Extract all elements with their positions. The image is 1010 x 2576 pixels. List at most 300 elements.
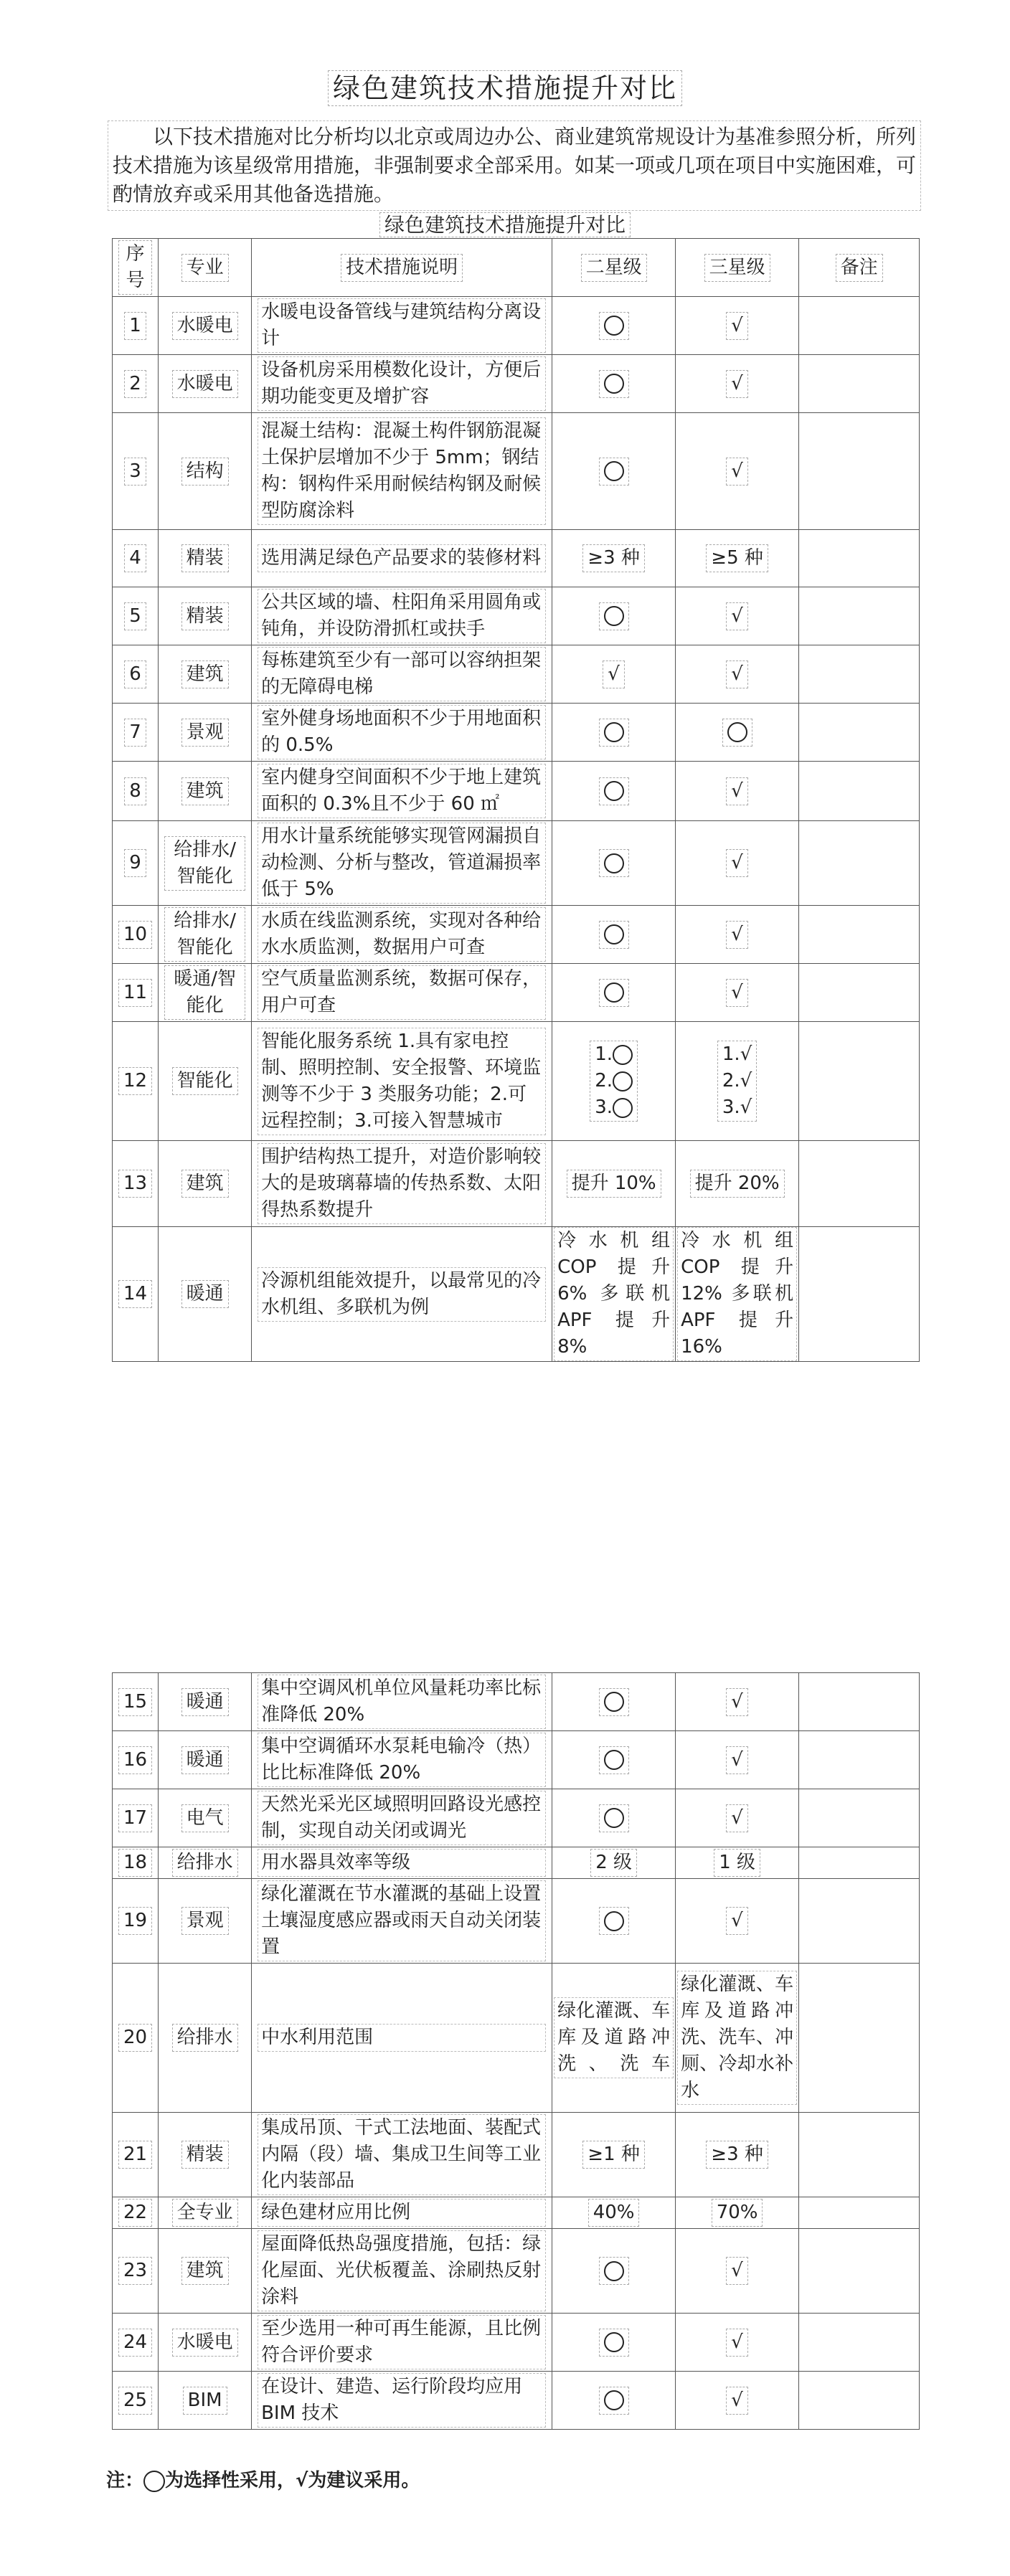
row-number-cell <box>113 1141 159 1227</box>
description-cell <box>252 645 552 704</box>
row-number: 17 <box>118 1804 152 1832</box>
two-star-cell <box>552 297 676 355</box>
row-number-cell <box>113 2314 159 2372</box>
row-number-cell <box>113 1879 159 1964</box>
three-star-mark <box>726 602 748 630</box>
row-number: 13 <box>118 1170 152 1198</box>
three-star-cell <box>676 2229 799 2314</box>
specialty-cell <box>159 1847 252 1879</box>
remark-cell <box>799 762 920 821</box>
specialty-cell <box>159 587 252 645</box>
circle-icon <box>727 722 747 742</box>
row-number: 1 <box>124 312 146 340</box>
row-number-cell <box>113 704 159 762</box>
description-text: 室外健身场地面积不少于用地面积的 0.5% <box>258 705 546 759</box>
specialty: 暖通 <box>181 1746 229 1774</box>
row-number: 9 <box>124 849 146 877</box>
check-icon: √ <box>731 314 743 336</box>
circle-icon <box>604 606 624 626</box>
check-icon: √ <box>731 1690 743 1713</box>
three-star-text: 70% <box>712 2199 763 2227</box>
three-star-text: 1 级 <box>714 1849 760 1877</box>
header-num <box>113 239 159 297</box>
table-row <box>113 355 920 413</box>
page-title: 绿色建筑技术措施提升对比 <box>0 66 1010 105</box>
three-star-text: ≥3 种 <box>706 2141 768 2169</box>
row-number: 24 <box>118 2329 152 2357</box>
three-star-cell <box>676 1731 799 1789</box>
specialty: 暖通 <box>181 1688 229 1716</box>
row-number: 16 <box>118 1746 152 1774</box>
two-star-cell <box>552 1022 676 1141</box>
row-number-cell <box>113 1673 159 1731</box>
row-number: 11 <box>118 979 152 1007</box>
remark-cell <box>799 1847 920 1879</box>
table-row <box>113 2197 920 2229</box>
circle-icon <box>604 781 624 801</box>
table-row <box>113 2372 920 2430</box>
table-row <box>113 906 920 964</box>
circle-icon <box>613 1071 633 1092</box>
remark-cell <box>799 1022 920 1141</box>
row-number: 15 <box>118 1688 152 1716</box>
three-star-cell <box>676 704 799 762</box>
row-number: 8 <box>124 777 146 805</box>
table-row <box>113 2314 920 2372</box>
two-star-cell <box>552 821 676 906</box>
three-star-mark <box>726 921 748 949</box>
remark-cell <box>799 530 920 587</box>
table-caption: 绿色建筑技术措施提升对比 <box>0 209 1010 238</box>
specialty-cell <box>159 762 252 821</box>
description-text: 至少选用一种可再生能源，且比例符合评价要求 <box>258 2315 546 2369</box>
description-cell <box>252 2314 552 2372</box>
two-star-text: 绿化灌溉、车库及道路冲洗、洗车 <box>554 1997 674 2078</box>
two-star-text: 冷水机组 COP 提升 6% 多联机 APF 提升 8% <box>554 1227 674 1361</box>
sub-item: 2. <box>595 1068 633 1094</box>
description-text: 绿色建材应用比例 <box>258 2199 546 2227</box>
description-text: 混凝土结构：混凝土构件钢筋混凝土保护层增加不少于 5mm；钢结构：钢构件采用耐候结构钢及耐候型防腐涂料 <box>258 417 546 525</box>
description-text: 绿化灌溉在节水灌溉的基础上设置土壤湿度感应器或雨天自动关闭装置 <box>258 1880 546 1961</box>
specialty-cell <box>159 297 252 355</box>
remark-cell <box>799 2113 920 2197</box>
row-number: 23 <box>118 2257 152 2285</box>
two-star-cell <box>552 1141 676 1227</box>
description-cell <box>252 762 552 821</box>
check-icon: √ <box>731 2331 743 2353</box>
three-star-cell <box>676 821 799 906</box>
description-text: 集中空调循环水泵耗电输冷（热）比比标准降低 20% <box>258 1733 546 1787</box>
check-icon: √ <box>731 2260 743 2281</box>
three-star-cell <box>676 1879 799 1964</box>
header-two-star <box>552 239 676 297</box>
description-cell <box>252 2197 552 2229</box>
three-star-cell <box>676 1022 799 1141</box>
remark-cell <box>799 1673 920 1731</box>
two-star-text: 40% <box>588 2199 640 2227</box>
row-number-cell <box>113 2372 159 2430</box>
specialty: 给排水/智能化 <box>164 907 245 962</box>
description-cell <box>252 413 552 530</box>
three-star-mark <box>726 849 748 877</box>
check-icon: √ <box>731 1806 743 1829</box>
three-star-mark <box>726 370 748 398</box>
circle-icon <box>143 2471 165 2492</box>
row-number-cell <box>113 1731 159 1789</box>
three-star-cell <box>676 297 799 355</box>
remark-cell <box>799 297 920 355</box>
row-number: 6 <box>124 660 146 688</box>
description-cell <box>252 1227 552 1362</box>
check-icon: √ <box>731 852 743 873</box>
two-star-cell <box>552 2314 676 2372</box>
check-icon: √ <box>731 663 743 685</box>
specialty-cell <box>159 2314 252 2372</box>
three-star-cell <box>676 1964 799 2113</box>
description-text: 空气质量监测系统，数据可保存，用户可查 <box>258 965 546 1020</box>
remark-cell <box>799 355 920 413</box>
three-star-text: ≥5 种 <box>706 544 768 572</box>
row-number-cell <box>113 355 159 413</box>
specialty-cell <box>159 413 252 530</box>
specialty: 建筑 <box>181 2257 229 2285</box>
table-row <box>113 2229 920 2314</box>
check-icon: √ <box>608 663 620 685</box>
check-icon: √ <box>731 605 743 627</box>
check-icon: √ <box>731 1910 743 1931</box>
row-number-cell <box>113 2229 159 2314</box>
two-star-cell <box>552 2197 676 2229</box>
two-star-mark <box>599 719 629 747</box>
two-star-text: 提升 10% <box>567 1170 661 1198</box>
table-row <box>113 704 920 762</box>
header-remark-label: 备注 <box>836 254 883 282</box>
circle-icon <box>604 316 624 336</box>
three-star-mark <box>726 660 748 688</box>
three-star-text: 提升 20% <box>690 1170 785 1198</box>
two-star-text: ≥3 种 <box>582 544 645 572</box>
row-number: 5 <box>124 602 146 630</box>
three-star-mark <box>726 1804 748 1832</box>
check-icon: √ <box>731 372 743 394</box>
three-star-cell <box>676 964 799 1022</box>
specialty: 水暖电 <box>172 370 238 398</box>
specialty-cell <box>159 2197 252 2229</box>
sub-item-list <box>717 1041 757 1122</box>
description-cell <box>252 1141 552 1227</box>
specialty: 给排水/智能化 <box>164 836 245 891</box>
two-star-mark <box>599 1746 629 1774</box>
specialty-cell <box>159 1141 252 1227</box>
circle-icon <box>604 1808 624 1828</box>
row-number: 20 <box>118 2024 152 2052</box>
check-icon: √ <box>731 780 743 802</box>
specialty: 智能化 <box>172 1067 238 1095</box>
row-number: 2 <box>124 370 146 398</box>
description-text: 水暖电设备管线与建筑结构分离设计 <box>258 298 546 353</box>
specialty: 景观 <box>181 1907 229 1935</box>
specialty-cell <box>159 1879 252 1964</box>
circle-icon <box>604 982 624 1003</box>
table-row <box>113 1964 920 2113</box>
three-star-mark <box>726 1688 748 1716</box>
two-star-mark <box>599 849 629 877</box>
specialty: 建筑 <box>181 660 229 688</box>
three-star-cell <box>676 530 799 587</box>
three-star-mark <box>726 2257 748 2285</box>
circle-icon <box>604 374 624 394</box>
description-text: 围护结构热工提升，对造价影响较大的是玻璃幕墙的传热系数、太阳得热系数提升 <box>258 1143 546 1224</box>
remark-cell <box>799 1227 920 1362</box>
header-three-star-label: 三星级 <box>704 254 770 282</box>
remark-cell <box>799 1789 920 1847</box>
description-cell <box>252 2113 552 2197</box>
comparison-table-part1 <box>112 238 920 1362</box>
specialty: 精装 <box>181 2141 229 2169</box>
two-star-cell <box>552 2113 676 2197</box>
row-number-cell <box>113 587 159 645</box>
table-row <box>113 964 920 1022</box>
description-cell <box>252 1673 552 1731</box>
table-row <box>113 1847 920 1879</box>
specialty: 暖通 <box>181 1280 229 1308</box>
row-number: 10 <box>118 921 152 949</box>
specialty-cell <box>159 2372 252 2430</box>
description-cell <box>252 1964 552 2113</box>
table-row <box>113 645 920 704</box>
three-star-cell <box>676 906 799 964</box>
three-star-mark <box>726 2387 748 2415</box>
sub-item-list <box>590 1041 638 1122</box>
two-star-cell <box>552 704 676 762</box>
specialty: 水暖电 <box>172 312 238 340</box>
circle-icon <box>604 1750 624 1770</box>
specialty-cell <box>159 906 252 964</box>
description-text: 设备机房采用模数化设计，方便后期功能变更及增扩容 <box>258 356 546 411</box>
two-star-mark <box>599 1688 629 1716</box>
three-star-mark <box>722 719 752 747</box>
description-cell <box>252 1022 552 1141</box>
description-text: 冷源机组能效提升，以最常见的冷水机组、多联机为例 <box>258 1267 546 1322</box>
description-text: 中水利用范围 <box>258 2024 546 2052</box>
row-number: 14 <box>118 1280 152 1308</box>
specialty-cell <box>159 1673 252 1731</box>
specialty-cell <box>159 1227 252 1362</box>
three-star-mark <box>726 1907 748 1935</box>
check-icon: √ <box>731 460 743 482</box>
two-star-cell <box>552 964 676 1022</box>
three-star-mark <box>726 458 748 486</box>
row-number: 7 <box>124 719 146 747</box>
row-number-cell <box>113 964 159 1022</box>
circle-icon <box>604 2332 624 2352</box>
three-star-mark <box>726 312 748 340</box>
header-description <box>252 239 552 297</box>
description-cell <box>252 1789 552 1847</box>
remark-cell <box>799 964 920 1022</box>
two-star-cell <box>552 587 676 645</box>
two-star-cell <box>552 645 676 704</box>
specialty: 给排水 <box>172 2024 238 2052</box>
three-star-mark <box>726 2329 748 2357</box>
sub-item: 3.√ <box>722 1097 752 1118</box>
circle-icon <box>604 924 624 944</box>
description-cell <box>252 2229 552 2314</box>
table-row <box>113 1141 920 1227</box>
description-text: 每栋建筑至少有一部可以容纳担架的无障碍电梯 <box>258 647 546 701</box>
two-star-cell <box>552 1731 676 1789</box>
two-star-mark <box>599 602 629 630</box>
specialty: 精装 <box>181 544 229 572</box>
specialty: 精装 <box>181 602 229 630</box>
two-star-mark <box>599 2329 629 2357</box>
specialty-cell <box>159 1731 252 1789</box>
two-star-mark <box>599 1804 629 1832</box>
remark-cell <box>799 645 920 704</box>
circle-icon <box>604 722 624 742</box>
table-row <box>113 1022 920 1141</box>
row-number: 4 <box>124 544 146 572</box>
row-number: 3 <box>124 458 146 486</box>
check-icon: √ <box>740 1070 752 1092</box>
two-star-mark <box>599 979 629 1007</box>
row-number-cell <box>113 821 159 906</box>
description-text: 水质在线监测系统，实现对各种给水水质监测，数据用户可查 <box>258 907 546 962</box>
description-text: 公共区域的墙、柱阳角采用圆角或钝角，并设防滑抓杠或扶手 <box>258 589 546 643</box>
table-row <box>113 2113 920 2197</box>
header-num-label: 序号 <box>118 240 152 295</box>
header-two-star-label: 二星级 <box>581 254 647 282</box>
remark-cell <box>799 1879 920 1964</box>
three-star-cell <box>676 1673 799 1731</box>
row-number-cell <box>113 2113 159 2197</box>
two-star-cell <box>552 1879 676 1964</box>
specialty: BIM <box>183 2387 227 2415</box>
specialty: 结构 <box>181 458 229 486</box>
remark-cell <box>799 2372 920 2430</box>
specialty-cell <box>159 355 252 413</box>
specialty-cell <box>159 821 252 906</box>
two-star-cell <box>552 2229 676 2314</box>
description-text: 集成吊顶、干式工法地面、装配式内隔（段）墙、集成卫生间等工业化内装部品 <box>258 2114 546 2195</box>
table-row <box>113 1227 920 1362</box>
three-star-mark <box>726 777 748 805</box>
row-number: 12 <box>118 1067 152 1095</box>
circle-icon <box>604 2261 624 2281</box>
description-cell <box>252 964 552 1022</box>
remark-cell <box>799 2314 920 2372</box>
description-cell <box>252 587 552 645</box>
remark-cell <box>799 906 920 964</box>
description-text: 用水计量系统能够实现管网漏损自动检测、分析与整改，管道漏损率低于 5% <box>258 823 546 904</box>
description-cell <box>252 1731 552 1789</box>
two-star-mark <box>599 921 629 949</box>
two-star-cell <box>552 2372 676 2430</box>
circle-icon <box>604 1911 624 1931</box>
row-number-cell <box>113 1227 159 1362</box>
two-star-text: 2 级 <box>590 1849 637 1877</box>
table-row <box>113 413 920 530</box>
two-star-cell <box>552 355 676 413</box>
two-star-cell <box>552 530 676 587</box>
description-cell <box>252 355 552 413</box>
table-row <box>113 1673 920 1731</box>
two-star-cell <box>552 1847 676 1879</box>
check-icon: √ <box>731 1748 743 1771</box>
description-text: 室内健身空间面积不少于地上建筑面积的 0.3%且不少于 60 ㎡ <box>258 764 546 818</box>
circle-icon <box>613 1045 633 1065</box>
two-star-cell <box>552 1227 676 1362</box>
two-star-cell <box>552 1673 676 1731</box>
row-number-cell <box>113 530 159 587</box>
specialty: 水暖电 <box>172 2329 238 2357</box>
check-icon: √ <box>296 2470 308 2491</box>
description-text: 天然光采光区域照明回路设光感控制，实现自动关闭或调光 <box>258 1791 546 1845</box>
two-star-mark <box>603 660 625 688</box>
circle-icon <box>604 461 624 481</box>
description-text: 智能化服务系统 1.具有家电控制、照明控制、安全报警、环境监测等不少于 3 类服务功能；2.可远程控制；3.可接入智慧城市 <box>258 1028 546 1135</box>
header-remark <box>799 239 920 297</box>
table-row <box>113 1789 920 1847</box>
row-number: 25 <box>118 2387 152 2415</box>
two-star-cell <box>552 1964 676 2113</box>
three-star-cell <box>676 355 799 413</box>
comparison-table-part2 <box>112 1672 920 2430</box>
description-text: 屋面降低热岛强度措施，包括：绿化屋面、光伏板覆盖、涂刷热反射涂料 <box>258 2230 546 2311</box>
two-star-cell <box>552 413 676 530</box>
description-cell <box>252 704 552 762</box>
row-number-cell <box>113 906 159 964</box>
remark-cell <box>799 704 920 762</box>
remark-cell <box>799 1731 920 1789</box>
row-number: 21 <box>118 2141 152 2169</box>
three-star-cell <box>676 645 799 704</box>
table-row <box>113 530 920 587</box>
header-description-label: 技术措施说明 <box>341 254 463 282</box>
description-cell <box>252 530 552 587</box>
specialty-cell <box>159 2113 252 2197</box>
sub-item: 1. <box>595 1041 633 1068</box>
remark-cell <box>799 1964 920 2113</box>
remark-cell <box>799 821 920 906</box>
check-icon: √ <box>740 1043 752 1065</box>
specialty: 建筑 <box>181 1170 229 1198</box>
row-number-cell <box>113 1847 159 1879</box>
specialty-cell <box>159 704 252 762</box>
three-star-cell <box>676 2372 799 2430</box>
sub-item: 2.√ <box>722 1070 752 1092</box>
description-cell <box>252 2372 552 2430</box>
specialty-cell <box>159 964 252 1022</box>
description-cell <box>252 1879 552 1964</box>
table-row <box>113 762 920 821</box>
specialty: 全专业 <box>172 2199 238 2227</box>
three-star-cell <box>676 2314 799 2372</box>
two-star-text: ≥1 种 <box>582 2141 645 2169</box>
circle-icon <box>604 2390 624 2410</box>
specialty: 给排水 <box>172 1849 238 1877</box>
remark-cell <box>799 413 920 530</box>
remark-cell <box>799 587 920 645</box>
specialty: 暖通/智能化 <box>164 965 245 1020</box>
circle-icon <box>604 1692 624 1712</box>
two-star-mark <box>599 458 629 486</box>
row-number: 19 <box>118 1907 152 1935</box>
row-number-cell <box>113 762 159 821</box>
description-cell <box>252 821 552 906</box>
row-number-cell <box>113 413 159 530</box>
specialty-cell <box>159 1789 252 1847</box>
